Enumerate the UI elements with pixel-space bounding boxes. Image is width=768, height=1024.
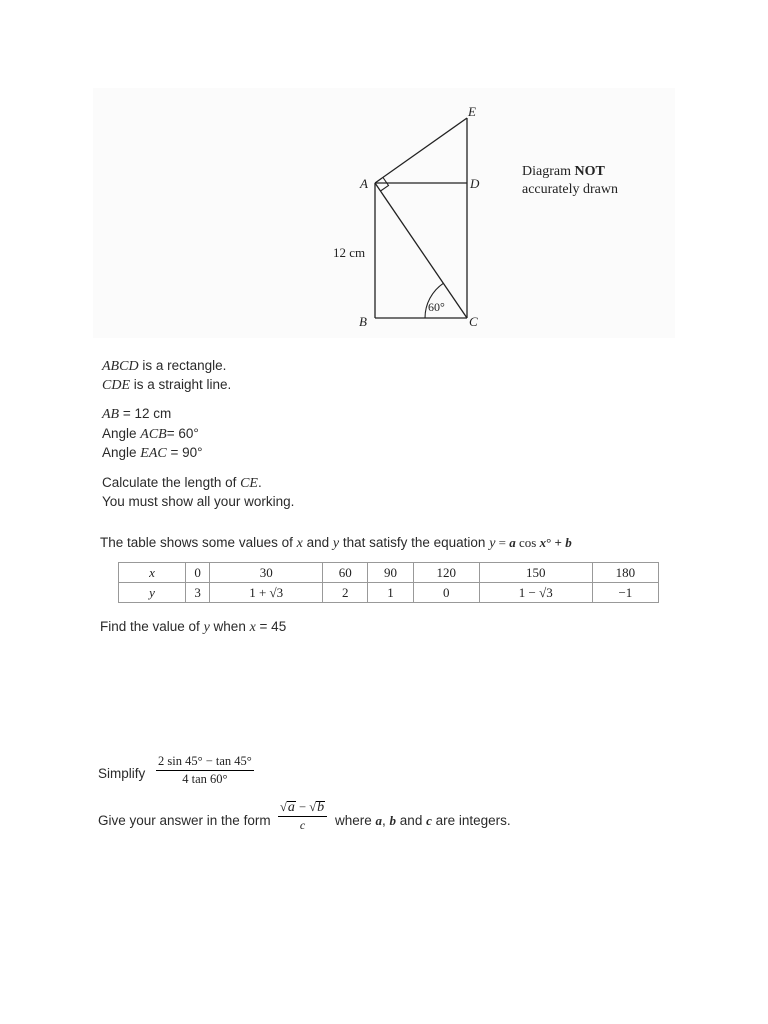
right-angle-marker [381,178,389,192]
label-b: B [359,314,367,329]
angle-label: 60° [428,300,445,314]
q3-simplify-label: Simplify [98,766,146,781]
table-header-y: y [119,583,186,603]
q3-answer-form: $\frac{√a - √b}{c}$ [278,800,327,833]
table-cell: 3 [186,583,210,603]
q3-denominator: 4 tan 60° [182,772,228,786]
q3-give-answer: Give your answer in the form [98,813,271,828]
q3-where-clause: where a, b and c are integers. [335,813,511,828]
table-row-x [119,563,659,583]
q2-equation: y = a cos x° + b [489,535,572,551]
q1-straight-line: CDE is a straight line. [102,377,232,393]
line-ae [375,118,467,183]
table-cell: 180 [592,563,658,583]
table-cell: 2 [323,583,368,603]
table-cell: −1 [592,583,658,603]
table-cell: 0 [413,583,479,603]
label-c: C [469,314,478,329]
q1-rectangle-line: ABCD is a rectangle. [102,358,227,374]
q2-find-value: Find the value of y when x = 45 [100,619,287,635]
label-e: E [468,104,476,119]
table-cell: 30 [210,563,323,583]
q3-fraction [156,754,254,787]
table-cell: 1 − √3 [479,583,592,603]
diagram-note-line2: accurately drawn [522,182,618,197]
label-d: D [470,176,480,191]
diagram-panel [93,88,675,338]
table-row-y [119,583,659,603]
q1-angle-acb: Angle ACB= 60° [102,426,199,442]
table-cell: 0 [186,563,210,583]
q1-angle-eac: Angle EAC = 90° [102,445,203,461]
table-header-x: x [119,563,186,583]
side-length-label: 12 cm [333,245,366,260]
diagram-note-line1: Diagram NOT [522,164,605,179]
table-cell: 60 [323,563,368,583]
values-table [118,562,659,603]
line-ac [375,183,467,318]
table-cell: 1 + √3 [210,583,323,603]
label-a: A [360,176,368,191]
q1-ab-given: AB = 12 cm [102,406,172,422]
q1-show-working: You must show all your working. [102,494,295,509]
table-cell: 90 [368,563,413,583]
geometry-diagram [93,88,675,338]
q2-intro: The table shows some values of x and y that satisfy the equation y = a cos x° + b [100,535,572,551]
table-cell: 120 [413,563,479,583]
table-cell: 1 [368,583,413,603]
q3-numerator: 2 sin 45° − tan 45° [156,754,254,771]
q1-calculate: Calculate the length of CE. [102,475,262,491]
table-cell: 150 [479,563,592,583]
